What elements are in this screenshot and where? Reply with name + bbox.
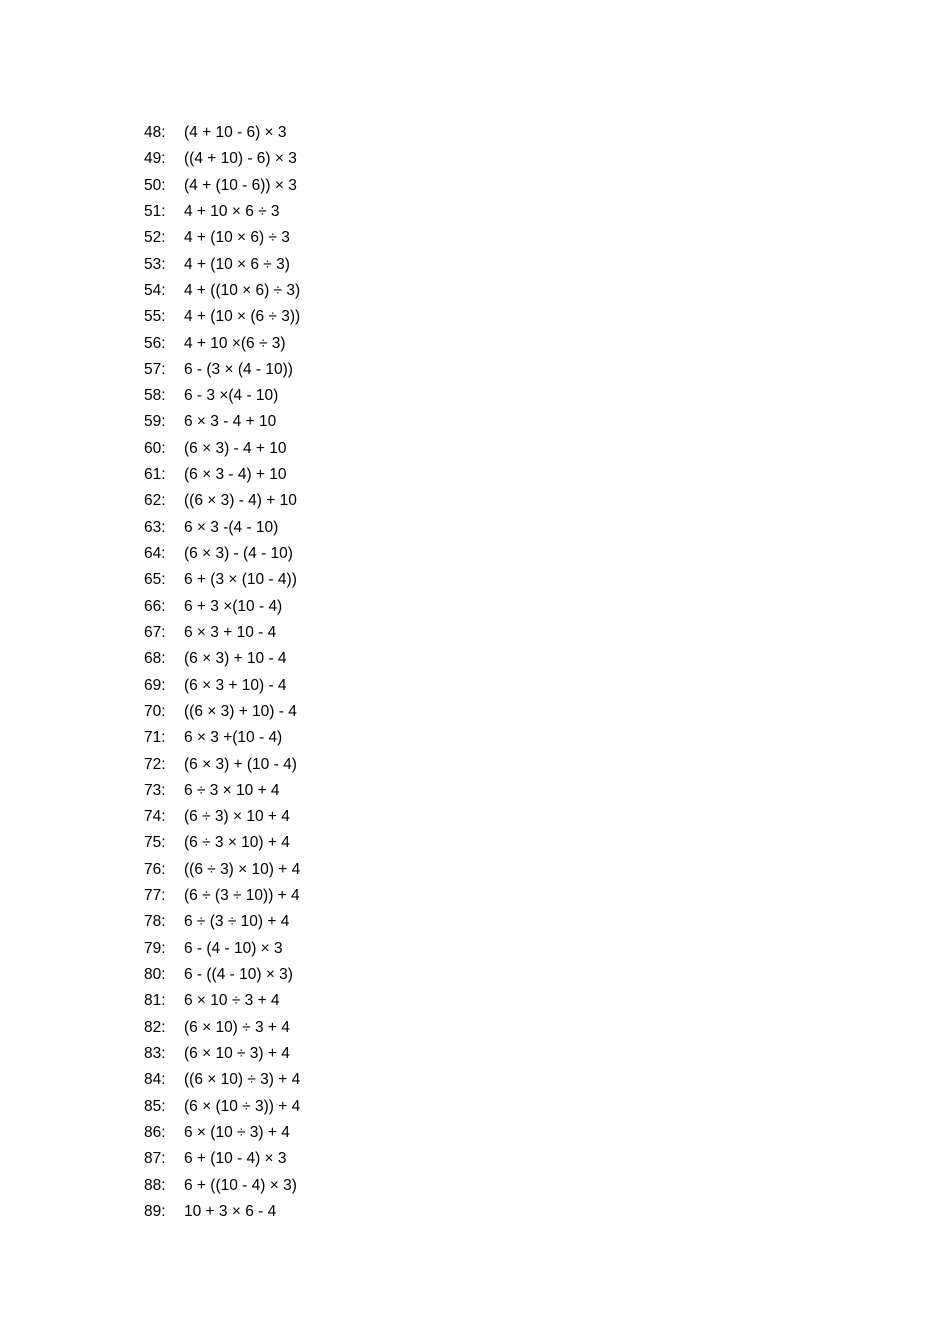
- entry-number: 63:: [144, 518, 166, 536]
- list-item: [144, 1041, 300, 1067]
- entry-number: 64:: [144, 545, 166, 562]
- entry-number: 87:: [144, 1150, 166, 1168]
- entry-expression: (6 × (10 ÷ 3)) + 4: [184, 1097, 301, 1115]
- entry-number: 59:: [144, 413, 166, 431]
- entry-expression: ((4 + 10) - 6) × 3: [184, 150, 297, 168]
- entry-expression: 6 - ((4 - 10) × 3): [184, 966, 293, 983]
- entry-expression: 6 - 3 ×(4 - 10): [184, 387, 279, 405]
- list-item: [144, 225, 300, 251]
- entry-number: 68:: [144, 650, 166, 668]
- entry-expression: 6 + (10 - 4) × 3: [184, 1150, 287, 1168]
- list-item: [144, 909, 300, 935]
- list-item: [144, 1015, 300, 1041]
- entry-expression: 4 + ((10 × 6) ÷ 3): [184, 281, 301, 299]
- entry-expression: (6 × 3 + 10) - 4: [184, 676, 287, 694]
- entry-expression: (4 + 10 - 6) × 3: [184, 124, 287, 141]
- entry-number: 75:: [144, 834, 166, 852]
- entry-expression: 6 × (10 ÷ 3) + 4: [184, 1123, 290, 1141]
- entry-expression: 6 × 10 ÷ 3 + 4: [184, 992, 280, 1010]
- entry-expression: (6 × 3 - 4) + 10: [184, 466, 287, 484]
- entry-expression: ((6 × 3) - 4) + 10: [184, 492, 297, 510]
- list-item: [144, 936, 300, 962]
- list-item: [144, 173, 300, 199]
- entry-number: 78:: [144, 913, 166, 931]
- entry-expression: ((6 × 3) + 10) - 4: [184, 702, 297, 720]
- list-item: [144, 778, 300, 804]
- entry-number: 60:: [144, 439, 166, 457]
- expression-list: [144, 120, 300, 1225]
- entry-expression: (6 ÷ (3 ÷ 10)) + 4: [184, 887, 300, 905]
- list-item: [144, 988, 300, 1014]
- list-item: [144, 1094, 300, 1120]
- entry-number: 62:: [144, 492, 166, 510]
- entry-number: 54:: [144, 281, 166, 299]
- entry-number: 88:: [144, 1176, 166, 1194]
- list-item: [144, 436, 300, 462]
- entry-expression: 4 + (10 × (6 ÷ 3)): [184, 308, 301, 326]
- entry-number: 57:: [144, 360, 166, 378]
- list-item: [144, 699, 300, 725]
- entry-number: 71:: [144, 729, 166, 747]
- list-item: [144, 646, 300, 672]
- entry-expression: (6 × 3) + (10 - 4): [184, 755, 297, 773]
- entry-number: 84:: [144, 1071, 166, 1089]
- list-item: [144, 567, 300, 593]
- list-item: [144, 620, 300, 646]
- list-item: [144, 883, 300, 909]
- entry-number: 83:: [144, 1044, 166, 1062]
- entry-number: 72:: [144, 755, 166, 773]
- entry-expression: (4 + (10 - 6)) × 3: [184, 176, 297, 194]
- entry-number: 51:: [144, 202, 166, 220]
- list-item: [144, 357, 300, 383]
- entry-number: 73:: [144, 781, 166, 799]
- entry-number: 52:: [144, 229, 166, 247]
- list-item: [144, 409, 300, 435]
- list-item: [144, 594, 300, 620]
- list-item: [144, 1199, 300, 1225]
- entry-number: 77:: [144, 887, 166, 905]
- list-item: [144, 120, 300, 146]
- entry-number: 74:: [144, 808, 166, 826]
- entry-expression: 6 + ((10 - 4) × 3): [184, 1176, 297, 1194]
- entry-number: 89:: [144, 1202, 166, 1220]
- entry-expression: 6 ÷ 3 × 10 + 4: [184, 781, 280, 799]
- entry-expression: ((6 ÷ 3) × 10) + 4: [184, 860, 301, 878]
- entry-expression: 10 + 3 × 6 - 4: [184, 1202, 277, 1220]
- entry-number: 50:: [144, 176, 166, 194]
- entry-number: 49:: [144, 150, 166, 168]
- entry-expression: 4 + (10 × 6) ÷ 3: [184, 229, 290, 247]
- entry-expression: 4 + (10 × 6 ÷ 3): [184, 255, 290, 273]
- list-item: [144, 1067, 300, 1093]
- entry-expression: 6 + 3 ×(10 - 4): [184, 597, 283, 615]
- list-item: [144, 304, 300, 330]
- entry-number: 81:: [144, 992, 166, 1010]
- list-item: [144, 1173, 300, 1199]
- list-item: [144, 331, 300, 357]
- entry-number: 70:: [144, 702, 166, 720]
- list-item: [144, 383, 300, 409]
- list-item: [144, 252, 300, 278]
- list-item: [144, 725, 300, 751]
- list-item: [144, 1120, 300, 1146]
- entry-expression: 6 × 3 - 4 + 10: [184, 413, 277, 431]
- entry-number: 55:: [144, 308, 166, 326]
- entry-number: 53:: [144, 255, 166, 273]
- entry-expression: (6 ÷ 3) × 10 + 4: [184, 808, 290, 826]
- entry-number: 61:: [144, 466, 166, 484]
- entry-expression: 6 × 3 + 10 - 4: [184, 623, 277, 641]
- list-item: [144, 541, 300, 567]
- entry-expression: (6 × 3) - 4 + 10: [184, 439, 287, 457]
- list-item: [144, 804, 300, 830]
- list-item: [144, 673, 300, 699]
- entry-number: 58:: [144, 387, 166, 405]
- entry-expression: 6 + (3 × (10 - 4)): [184, 571, 297, 589]
- entry-expression: (6 × 10) ÷ 3 + 4: [184, 1018, 290, 1036]
- entry-number: 69:: [144, 676, 166, 694]
- entry-number: 65:: [144, 571, 166, 589]
- entry-expression: (6 × 3) + 10 - 4: [184, 650, 287, 668]
- entry-expression: (6 ÷ 3 × 10) + 4: [184, 834, 290, 852]
- entry-expression: (6 × 3) - (4 - 10): [184, 545, 293, 562]
- list-item: [144, 278, 300, 304]
- entry-number: 86:: [144, 1123, 166, 1141]
- entry-expression: 6 - (3 × (4 - 10)): [184, 360, 293, 378]
- entry-expression: 6 ÷ (3 ÷ 10) + 4: [184, 913, 290, 931]
- list-item: [144, 146, 300, 172]
- entry-number: 76:: [144, 860, 166, 878]
- entry-number: 79:: [144, 939, 166, 957]
- entry-number: 48:: [144, 124, 166, 141]
- list-item: [144, 515, 300, 541]
- entry-expression: 6 - (4 - 10) × 3: [184, 939, 283, 957]
- entry-expression: 6 × 3 +(10 - 4): [184, 729, 283, 747]
- list-item: [144, 462, 300, 488]
- entry-expression: (6 × 10 ÷ 3) + 4: [184, 1044, 290, 1062]
- entry-number: 82:: [144, 1018, 166, 1036]
- list-item: [144, 488, 300, 514]
- entry-number: 66:: [144, 597, 166, 615]
- list-item: [144, 752, 300, 778]
- entry-number: 80:: [144, 966, 166, 983]
- entry-expression: 4 + 10 × 6 ÷ 3: [184, 202, 280, 220]
- list-item: [144, 830, 300, 856]
- entry-number: 67:: [144, 623, 166, 641]
- list-item: [144, 962, 300, 988]
- entry-expression: 4 + 10 ×(6 ÷ 3): [184, 334, 286, 352]
- list-item: [144, 1146, 300, 1172]
- entry-number: 85:: [144, 1097, 166, 1115]
- entry-number: 56:: [144, 334, 166, 352]
- entry-expression: ((6 × 10) ÷ 3) + 4: [184, 1071, 301, 1089]
- entry-expression: 6 × 3 -(4 - 10): [184, 518, 279, 536]
- list-item: [144, 199, 300, 225]
- list-item: [144, 857, 300, 883]
